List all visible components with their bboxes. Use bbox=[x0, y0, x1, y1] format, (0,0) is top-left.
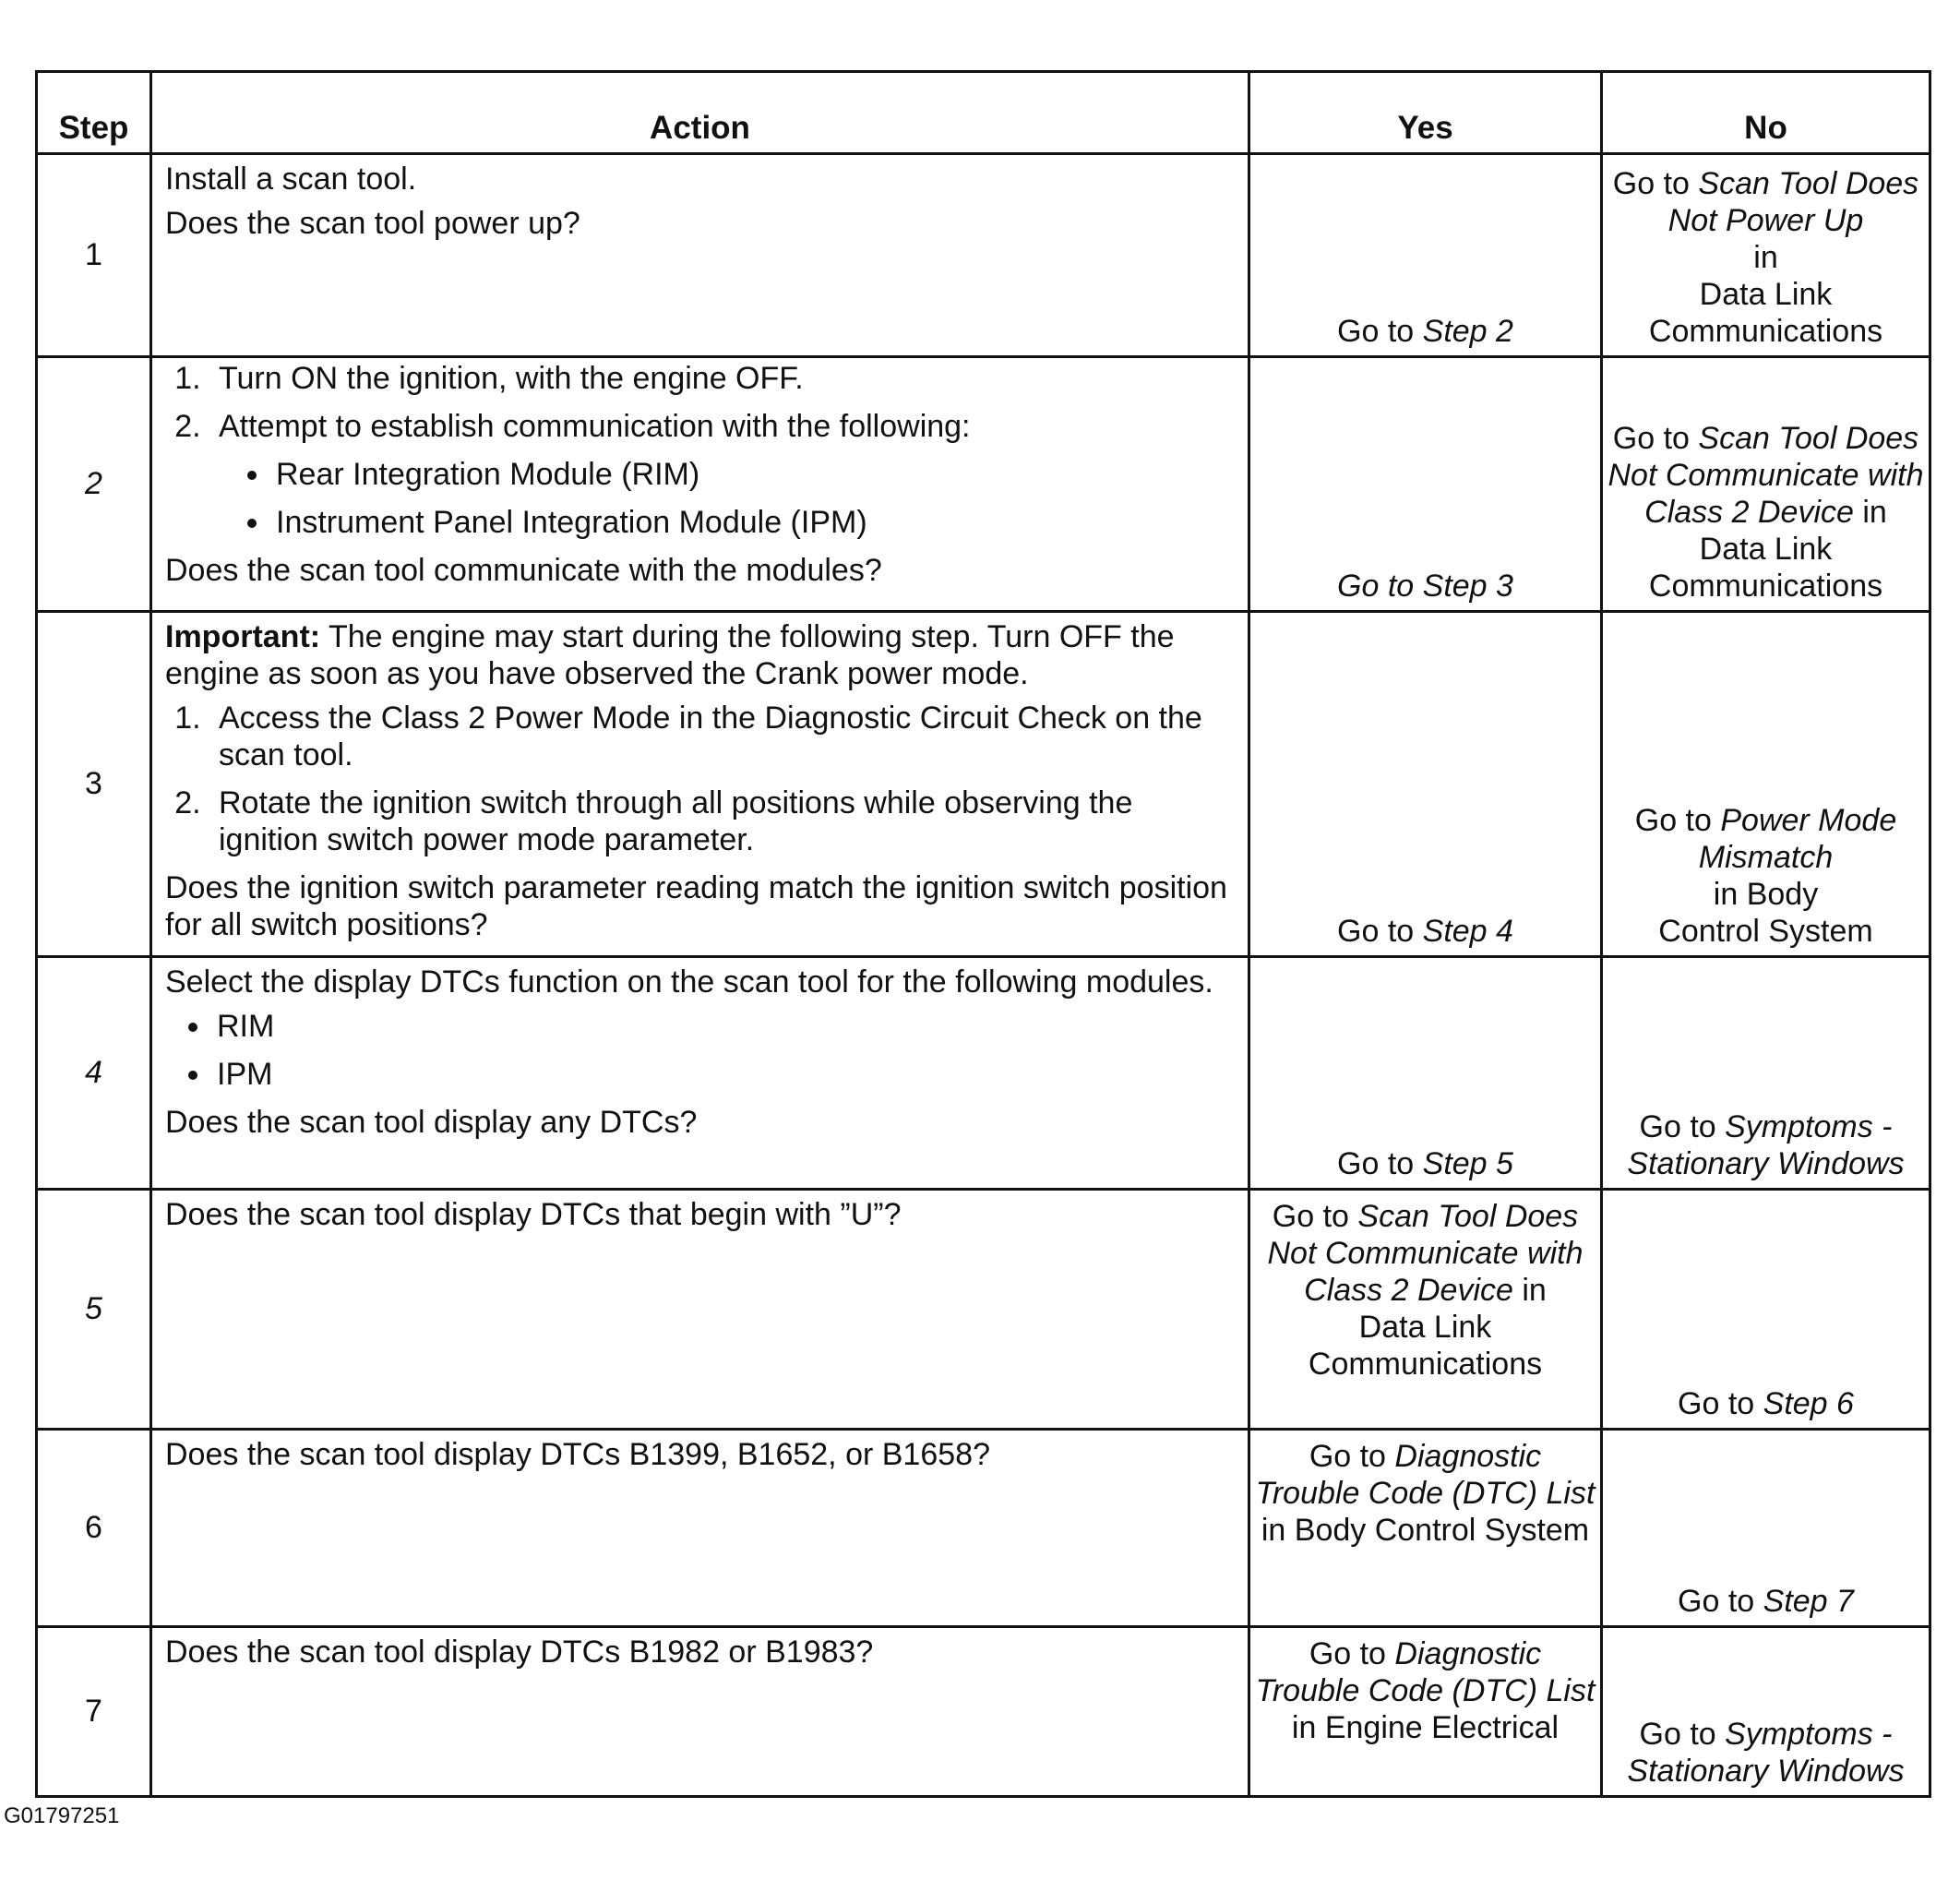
procedure-link[interactable]: Diagnostic Trouble Code (DTC) List bbox=[1255, 1636, 1595, 1708]
header-yes: Yes bbox=[1249, 72, 1602, 154]
table-row bbox=[37, 154, 1930, 357]
go-to-text: Go to bbox=[1309, 1439, 1395, 1474]
action-cell bbox=[151, 357, 1249, 612]
step-number: 1 bbox=[37, 154, 151, 357]
go-to-text: Go to bbox=[1309, 1636, 1395, 1671]
no-cell bbox=[1602, 957, 1930, 1190]
location-text: in bbox=[1862, 495, 1887, 530]
header-step: Step bbox=[37, 72, 151, 154]
step-number: 5 bbox=[37, 1190, 151, 1430]
go-to-text: Go to bbox=[1678, 1584, 1763, 1619]
list-item: 1. Access the Class 2 Power Mode in the Diagnostic Circuit Check on the scan tool. bbox=[209, 700, 1237, 773]
no-cell bbox=[1602, 357, 1930, 612]
step-number: 4 bbox=[37, 957, 151, 1190]
numbered-list bbox=[165, 360, 1237, 541]
header-no: No bbox=[1602, 72, 1930, 154]
important-label: Important: bbox=[165, 619, 321, 654]
go-to-text: Go to bbox=[1337, 314, 1423, 349]
step-link[interactable]: Step 6 bbox=[1763, 1386, 1854, 1421]
action-question: Does the scan tool display any DTCs? bbox=[165, 1105, 698, 1140]
bullet-item: • Instrument Panel Integration Module (IPM) bbox=[272, 504, 1237, 541]
action-text: Select the display DTCs function on the scan tool for the following modules. bbox=[165, 964, 1213, 1000]
yes-cell bbox=[1249, 957, 1602, 1190]
table-row bbox=[37, 357, 1930, 612]
table-row bbox=[37, 612, 1930, 957]
action-cell bbox=[151, 957, 1249, 1190]
location-text: in Body Control System bbox=[1261, 1513, 1590, 1548]
go-to-text: Go to bbox=[1337, 569, 1423, 604]
table-row bbox=[37, 1190, 1930, 1430]
procedure-link[interactable]: Scan Tool Does Not Communicate with Class 2 Device bbox=[1267, 1199, 1584, 1308]
bullet-list bbox=[219, 456, 1237, 541]
list-item: 2. Rotate the ignition switch through all positions while observing the ignition switch power mode parameter. bbox=[209, 784, 1237, 858]
location-text: Data Link Communications bbox=[1308, 1310, 1543, 1382]
important-note bbox=[165, 618, 1237, 692]
bullet-list bbox=[165, 1008, 1237, 1093]
step-link[interactable]: Step 3 bbox=[1422, 569, 1513, 604]
yes-cell bbox=[1249, 154, 1602, 357]
step-link[interactable]: Step 7 bbox=[1763, 1584, 1854, 1619]
no-cell bbox=[1602, 612, 1930, 957]
procedure-link[interactable]: Symptoms - Stationary Windows bbox=[1627, 1109, 1905, 1181]
go-to-text: Go to bbox=[1639, 1717, 1726, 1752]
bullet-item: • IPM bbox=[213, 1056, 1237, 1093]
yes-cell bbox=[1249, 357, 1602, 612]
table-row bbox=[37, 1430, 1930, 1627]
yes-cell bbox=[1249, 1430, 1602, 1627]
step-link[interactable]: Step 2 bbox=[1422, 314, 1513, 349]
go-to-text: Go to bbox=[1612, 166, 1699, 201]
no-cell bbox=[1602, 1627, 1930, 1797]
step-number: 6 bbox=[37, 1430, 151, 1627]
location-text: Control System bbox=[1658, 914, 1873, 949]
action-cell bbox=[151, 1430, 1249, 1627]
bullet-item: • RIM bbox=[213, 1008, 1237, 1045]
yes-cell bbox=[1249, 1627, 1602, 1797]
location-text: Data Link Communications bbox=[1648, 532, 1883, 604]
diagnostic-table bbox=[35, 70, 1931, 1798]
procedure-link[interactable]: Power Mode Mismatch bbox=[1698, 803, 1897, 875]
location-text: Data Link Communications bbox=[1648, 277, 1883, 349]
action-cell bbox=[151, 1190, 1249, 1430]
action-question: Does the scan tool display DTCs that begin with ”U”? bbox=[165, 1197, 902, 1232]
numbered-list bbox=[165, 700, 1237, 858]
step-number: 3 bbox=[37, 612, 151, 957]
go-to-text: Go to bbox=[1678, 1386, 1763, 1421]
step-link[interactable]: Step 5 bbox=[1422, 1146, 1513, 1181]
action-cell bbox=[151, 1627, 1249, 1797]
procedure-link[interactable]: Diagnostic Trouble Code (DTC) List bbox=[1255, 1439, 1595, 1511]
go-to-text: Go to bbox=[1639, 1109, 1726, 1144]
step-link[interactable]: Step 4 bbox=[1422, 914, 1513, 949]
yes-cell bbox=[1249, 1190, 1602, 1430]
action-question: Does the ignition switch parameter reading match the ignition switch position for all switch positions? bbox=[165, 870, 1227, 942]
location-text: in bbox=[1522, 1273, 1547, 1308]
action-question: Does the scan tool display DTCs B1399, B1652, or B1658? bbox=[165, 1437, 990, 1472]
procedure-link[interactable]: Symptoms - Stationary Windows bbox=[1627, 1717, 1905, 1789]
list-item: 2. Attempt to establish communication with the following: • Rear Integration Module (RIM) • Instrument Panel Integration Module (IPM) bbox=[209, 408, 1237, 541]
no-cell bbox=[1602, 1430, 1930, 1627]
location-text: in Body bbox=[1713, 877, 1819, 912]
step-number: 2 bbox=[37, 357, 151, 612]
go-to-text: Go to bbox=[1337, 1146, 1423, 1181]
action-cell bbox=[151, 612, 1249, 957]
header-action: Action bbox=[151, 72, 1249, 154]
procedure-link[interactable]: Scan Tool Does Not Power Up bbox=[1667, 166, 1919, 238]
go-to-text: Go to bbox=[1634, 803, 1721, 838]
yes-cell bbox=[1249, 612, 1602, 957]
go-to-text: Go to bbox=[1272, 1199, 1358, 1234]
action-question: Does the scan tool display DTCs B1982 or B1983? bbox=[165, 1635, 874, 1670]
go-to-text: Go to bbox=[1612, 421, 1699, 456]
location-text: in Engine Electrical bbox=[1291, 1710, 1560, 1745]
procedure-link[interactable]: Scan Tool Does Not Communicate with Class 2 Device bbox=[1607, 421, 1924, 530]
table-row bbox=[37, 957, 1930, 1190]
header-row bbox=[37, 72, 1930, 154]
no-cell bbox=[1602, 1190, 1930, 1430]
figure-id: G01797251 bbox=[4, 1803, 120, 1828]
step-number: 7 bbox=[37, 1627, 151, 1797]
list-item: 1. Turn ON the ignition, with the engine OFF. bbox=[209, 360, 1237, 397]
action-cell bbox=[151, 154, 1249, 357]
go-to-text: Go to bbox=[1337, 914, 1423, 949]
no-cell bbox=[1602, 154, 1930, 357]
location-text: in bbox=[1753, 240, 1778, 275]
bullet-item: • Rear Integration Module (RIM) bbox=[272, 456, 1237, 493]
table-row bbox=[37, 1627, 1930, 1797]
action-text: Install a scan tool. bbox=[165, 162, 417, 197]
important-text: The engine may start during the following step. Turn OFF the engine as soon as you have observed the Crank power mode. bbox=[165, 619, 1175, 691]
action-question: Does the scan tool communicate with the modules? bbox=[165, 553, 882, 588]
action-question: Does the scan tool power up? bbox=[165, 206, 580, 241]
